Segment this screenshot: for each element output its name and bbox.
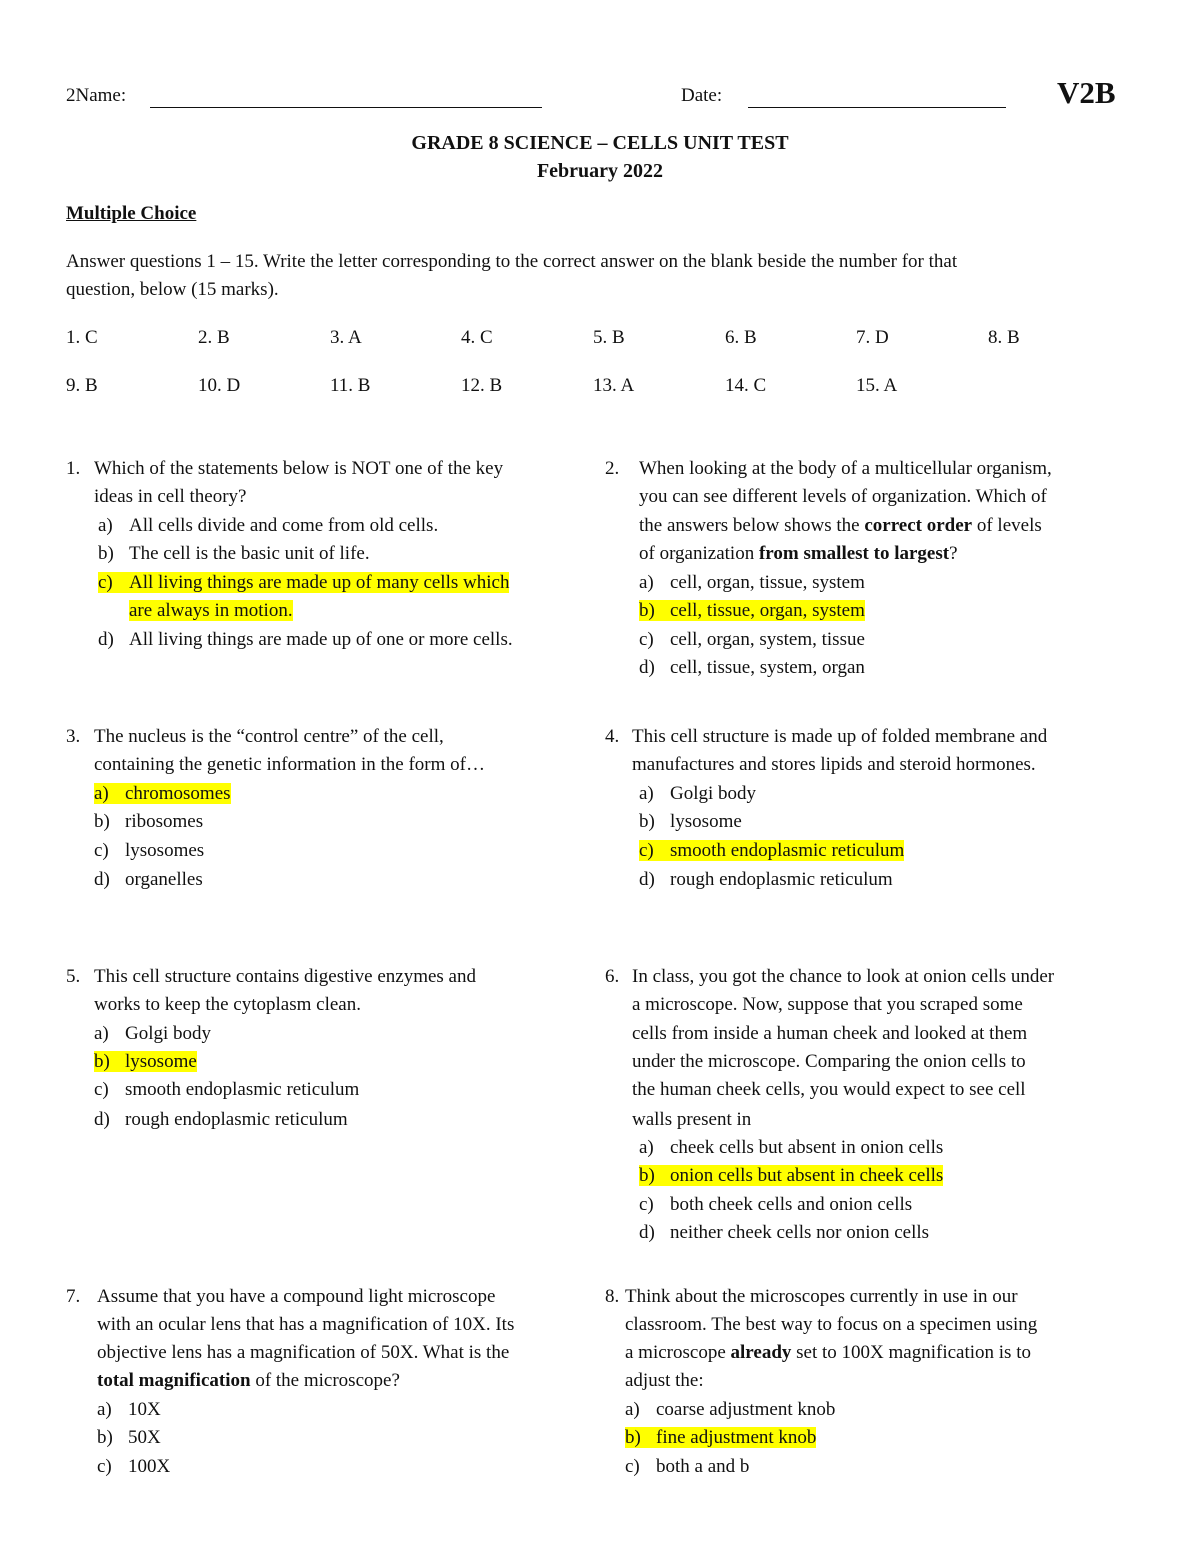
section-heading: Multiple Choice [66,203,197,224]
option-a[interactable]: a) All cells divide and come from old cells. [98,515,439,536]
question-stem: the human cheek cells, you would expect to see cell [632,1079,1026,1100]
answer-key-item: 9. B [66,375,98,396]
question-number: 7. [66,1286,81,1307]
answer-key-item: 12. B [461,375,503,396]
option-c[interactable]: c) smooth endoplasmic reticulum [94,1079,360,1100]
answer-key-item: 7. D [856,327,889,348]
question-stem: When looking at the body of a multicellular organism, [639,458,1052,479]
test-date: February 2022 [536,160,664,182]
question-stem: a microscope. Now, suppose that you scraped some [632,994,1023,1015]
question-number: 3. [66,726,81,747]
answer-key-item: 13. A [593,375,635,396]
option-d[interactable]: d) rough endoplasmic reticulum [639,869,893,890]
question-number: 2. [605,458,620,479]
option-d[interactable]: d) cell, tissue, system, organ [639,657,865,678]
question-stem: This cell structure is made up of folded membrane and [632,726,1048,747]
option-a[interactable]: a) 10X [97,1399,161,1420]
option-a[interactable]: a) coarse adjustment knob [625,1399,836,1420]
option-d[interactable]: d) neither cheek cells nor onion cells [639,1222,930,1243]
option-b-correct[interactable]: b) cell, tissue, organ, system [639,600,865,621]
option-a[interactable]: a) cell, organ, tissue, system [639,572,865,593]
question-number: 5. [66,966,81,987]
option-b-correct[interactable]: b) lysosome [94,1051,197,1072]
option-b[interactable]: b) lysosome [639,811,742,832]
option-b-correct[interactable]: b) onion cells but absent in cheek cells [639,1165,944,1186]
option-c[interactable]: c) both cheek cells and onion cells [639,1194,913,1215]
question-number: 8. [605,1286,620,1307]
option-a[interactable]: a) Golgi body [94,1023,212,1044]
question-stem: Assume that you have a compound light microscope [97,1286,496,1307]
instructions-line-2: question, below (15 marks). [66,279,279,300]
version-label: V2B [1057,75,1116,110]
option-c-correct[interactable]: c) smooth endoplasmic reticulum [639,840,905,861]
name-label: 2Name: [66,85,127,106]
test-title: GRADE 8 SCIENCE – CELLS UNIT TEST [411,132,789,154]
answer-key-item: 10. D [198,375,241,396]
question-stem: In class, you got the chance to look at onion cells under [632,966,1055,987]
answer-key-item: 3. A [330,327,362,348]
question-stem: adjust the: [625,1370,704,1391]
question-stem: works to keep the cytoplasm clean. [94,994,361,1015]
option-b[interactable]: b) ribosomes [94,811,204,832]
option-d[interactable]: d) organelles [94,869,203,890]
question-stem: cells from inside a human cheek and looked at them [632,1023,1028,1044]
date-blank[interactable] [748,107,1006,108]
option-b[interactable]: b) 50X [97,1427,161,1448]
option-c[interactable]: c) lysosomes [94,840,205,861]
question-stem: Think about the microscopes currently in use in our [625,1286,1018,1307]
question-stem: manufactures and stores lipids and steroid hormones. [632,754,1036,775]
option-c[interactable]: c) both a and b [625,1456,750,1477]
answer-key-item: 11. B [330,375,371,396]
option-b[interactable]: b) The cell is the basic unit of life. [98,543,370,564]
question-stem: under the microscope. Comparing the onion cells to [632,1051,1026,1072]
option-b-correct[interactable]: b) fine adjustment knob [625,1427,817,1448]
answer-key-item: 5. B [593,327,625,348]
answer-key-item: 15. A [856,375,898,396]
question-stem: containing the genetic information in the form of… [94,754,485,775]
question-stem: the answers below shows the correct order of levels [639,515,1042,536]
question-number: 1. [66,458,81,479]
option-a[interactable]: a) Golgi body [639,783,757,804]
question-stem: total magnification of the microscope? [97,1370,400,1391]
option-a-correct[interactable]: a) chromosomes [94,783,231,804]
question-stem: a microscope already set to 100X magnification is to [625,1342,1031,1363]
question-stem: you can see different levels of organization. Which of [639,486,1047,507]
question-stem: ideas in cell theory? [94,486,247,507]
answer-key-item: 6. B [725,327,757,348]
option-c-correct[interactable]: c) All living things are made up of many cells which [98,572,510,593]
answer-key-item: 2. B [198,327,230,348]
question-stem: walls present in [632,1109,752,1130]
question-stem: Which of the statements below is NOT one of the key [94,458,504,479]
answer-key-item: 8. B [988,327,1020,348]
name-blank[interactable] [150,107,542,108]
answer-key-item: 1. C [66,327,98,348]
option-c-continued: are always in motion. [129,600,293,621]
question-stem: This cell structure contains digestive enzymes and [94,966,476,987]
option-c[interactable]: c) 100X [97,1456,171,1477]
option-c[interactable]: c) cell, organ, system, tissue [639,629,865,650]
question-number: 4. [605,726,620,747]
date-label: Date: [681,85,723,106]
answer-key-item: 4. C [461,327,493,348]
question-stem: classroom. The best way to focus on a specimen using [625,1314,1038,1335]
answer-key-item: 14. C [725,375,767,396]
question-stem: with an ocular lens that has a magnification of 10X. Its [97,1314,515,1335]
option-d[interactable]: d) All living things are made up of one or more cells. [98,629,513,650]
question-stem: objective lens has a magnification of 50X. What is the [97,1342,510,1363]
question-stem: The nucleus is the “control centre” of the cell, [94,726,444,747]
question-number: 6. [605,966,620,987]
option-d[interactable]: d) rough endoplasmic reticulum [94,1109,348,1130]
option-a[interactable]: a) cheek cells but absent in onion cells [639,1137,944,1158]
instructions-line-1: Answer questions 1 – 15. Write the letter corresponding to the correct answer on the blank beside the number for that [66,251,958,272]
question-stem: of organization from smallest to largest? [639,543,958,564]
